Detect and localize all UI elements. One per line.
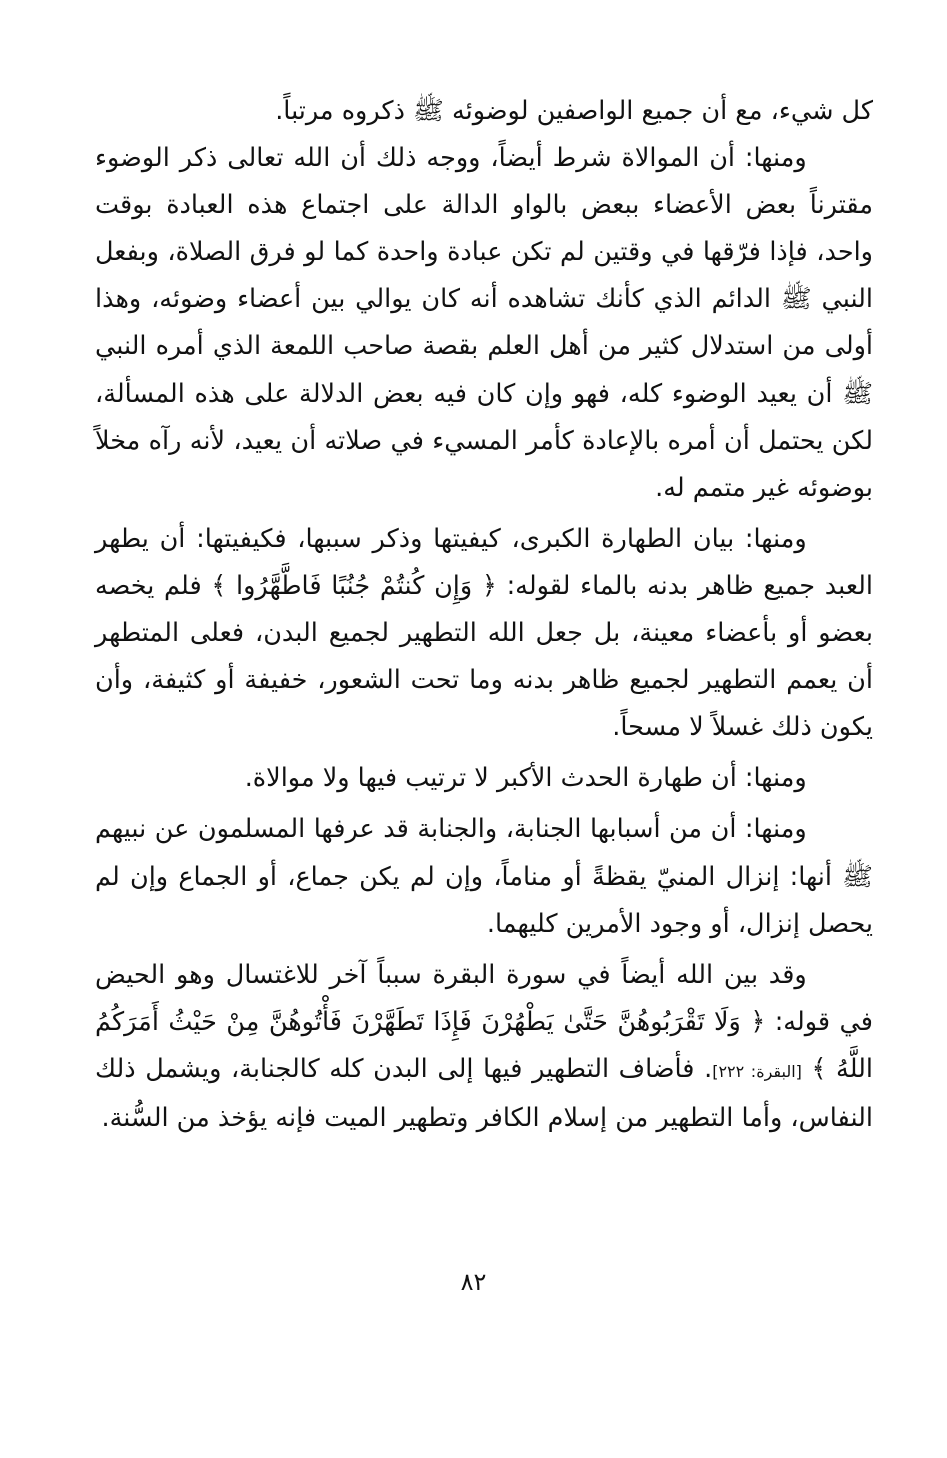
paragraph-3: ومنها: بيان الطهارة الكبرى، كيفيتها وذكر سببها، فكيفيتها: أن يطهر العبد جميع ظاهر بدنه بالماء لقوله: ﴿ وَإِن كُنتُمْ جُنُبًا فَاطَّهَّرُوا ﴾ فلم يخصه بعضو أو بأعضاء معينة، بل جعل الله التطهير لجميع البدن، فعلى المتطهر أن يعمم التطهير لجميع ظاهر بدنه وما تحت الشعور، خفيفة أو كثيفة، وأن يكون ذلك غسلاً لا مسحاً. bbox=[95, 523, 873, 743]
paragraph-6-text-after-ref: . فأضاف التطهير فيها إلى البدن كله كالجنابة، ويشمل ذلك النفاس، وأما التطهير من إسلام الكافر وتطهير الميت فإنه يؤخذ من السُّنة. bbox=[95, 1053, 873, 1133]
page-body bbox=[95, 88, 873, 1142]
paragraph-6-text-before-ref: وقد بين الله أيضاً في سورة البقرة سبباً آخر للاغتسال وهو الحيض في قوله: ﴿ وَلَا تَقْرَبُوهُنَّ حَتَّىٰ يَطْهُرْنَ فَإِذَا تَطَهَّرْنَ فَأْتُوهُنَّ مِنْ حَيْثُ أَمَرَكُمُ اللَّهُ ﴾ bbox=[95, 959, 874, 1084]
quran-reference: [البقرة: ٢٢٢] bbox=[712, 1061, 802, 1081]
paragraph-4: ومنها: أن طهارة الحدث الأكبر لا ترتيب فيها ولا موالاة. bbox=[244, 763, 807, 794]
paragraph-6 bbox=[95, 952, 873, 1142]
paragraph-2: ومنها: أن الموالاة شرط أيضاً، ووجه ذلك أن الله تعالى ذكر الوضوء مقترناً بعض الأعضاء ببعض بالواو الدالة على اجتماع هذه العبادة بوقت واحد، فإذا فرّقها في وقتين لم تكن عبادة واحدة كما لو فرق الصلاة، وبفعل النبي ﷺ الدائم الذي كأنك تشاهده أنه كان يوالي بين أعضاء وضوئه، وهذا أولى من استدلال كثير من أهل العلم بقصة صاحب اللمعة الذي أمره النبي ﷺ أن يعيد الوضوء كله، فهو وإن كان فيه بعض الدلالة على هذه المسألة، لكن يحتمل أن أمره بالإعادة كأمر المسيء في صلاته أن يعيد، لأنه رآه مخلاً بوضوئه غير متمم له. bbox=[95, 143, 873, 503]
paragraph-5: ومنها: أن من أسبابها الجنابة، والجنابة قد عرفها المسلمون عن نبيهم ﷺ أنها: إنزال المنيّ يقظةً أو مناماً، وإن لم يكن جماع، أو الجماع وإن لم يحصل إنزال، أو وجود الأمرين كليهما. bbox=[95, 814, 873, 939]
page-number: ٨٢ bbox=[460, 1268, 487, 1296]
paragraph-1: كل شيء، مع أن جميع الواصفين لوضوئه ﷺ ذكروه مرتباً. bbox=[275, 96, 873, 126]
